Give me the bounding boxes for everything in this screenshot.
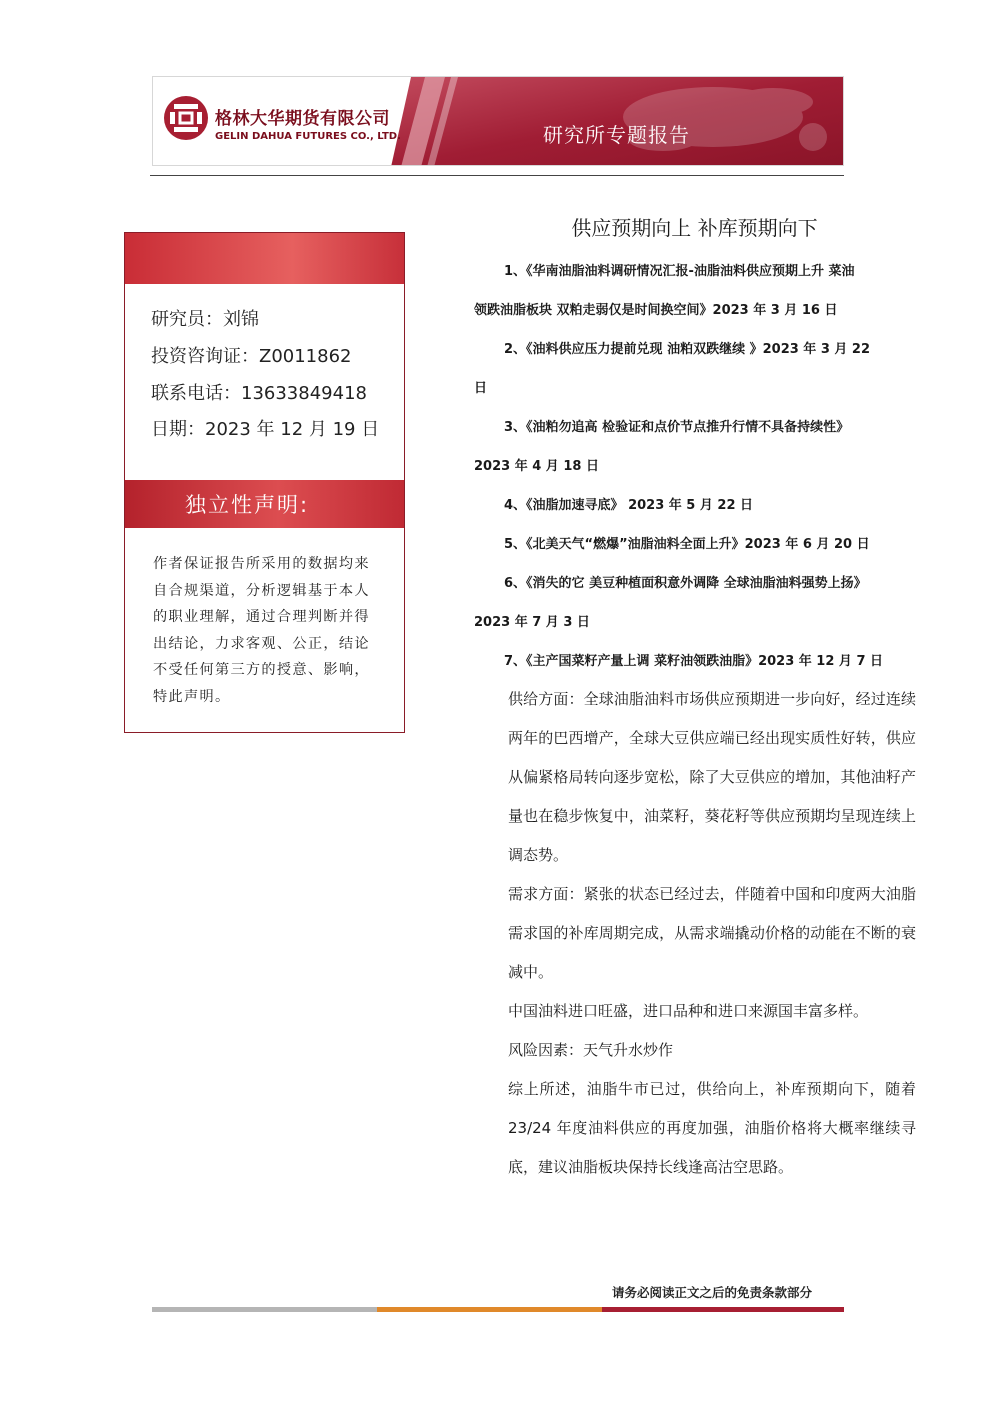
body-paragraph	[474, 992, 916, 1031]
license-number: 投资咨询证：Z0011862	[151, 346, 352, 367]
footer-disclaimer: 请务必阅读正文之后的免责条款部分	[612, 1285, 813, 1300]
declaration-title: 独立性声明:	[185, 493, 310, 517]
body-paragraph	[474, 1070, 916, 1187]
reference-item	[474, 564, 916, 642]
reference-item	[474, 486, 916, 525]
report-title: 供应预期向上 补库预期向下	[571, 216, 818, 240]
reference-line: 领跌油脂板块 双粕走弱仅是时间换空间》2023 年 3 月 16 日	[474, 303, 838, 318]
researcher-name: 研究员：刘锦	[151, 309, 259, 330]
reference-line: 4、《油脂加速寻底》 2023 年 5 月 22 日	[504, 498, 754, 513]
reference-line: 1、《华南油脂油料调研情况汇报-油脂油料供应预期上升 菜油	[504, 264, 855, 279]
reference-line: 7、《主产国菜籽产量上调 菜籽油领跌油脂》2023 年 12 月 7 日	[504, 654, 884, 669]
author-sidebar	[124, 232, 405, 733]
reference-line: 6、《消失的它 美豆种植面积意外调降 全球油脂油料强势上扬》	[504, 576, 867, 591]
reference-line: 2、《油料供应压力提前兑现 油粕双跌继续 》2023 年 3 月 22	[504, 342, 871, 357]
paragraph-text: 风险因素：天气升水炒作	[508, 1041, 674, 1059]
sidebar-top-band	[125, 233, 404, 284]
header-divider	[150, 175, 844, 176]
paragraph-text: 供给方面：全球油脂油料市场供应预期进一步向好，经过连续两年的巴西增产，全球大豆供应端已经出现实质性好转，供应从偏紧格局转向逐步宽松，除了大豆供应的增加，其他油籽产量也在稳步恢复中，油菜籽，葵花籽等供应预期均呈现连续上调态势。	[508, 690, 916, 864]
paragraph-text: 需求方面：紧张的状态已经过去，伴随着中国和印度两大油脂需求国的补库周期完成，从需求端撬动价格的动能在不断的衰减中。	[508, 885, 916, 981]
declaration-text: 作者保证报告所采用的数据均来自合规渠道，分析逻辑基于本人的职业理解，通过合理判断并得出结论，力求客观、公正，结论不受任何第三方的授意、影响，特此声明。	[153, 556, 370, 705]
body-paragraph	[474, 875, 916, 992]
reference-item	[474, 408, 916, 486]
company-logo-icon	[163, 95, 209, 141]
body-paragraph	[474, 680, 916, 875]
reference-item	[474, 252, 916, 330]
report-date: 日期：2023 年 12 月 19 日	[151, 419, 380, 440]
company-name-cn: 格林大华期货有限公司	[215, 109, 390, 129]
reference-line: 2023 年 4 月 18 日	[474, 459, 599, 474]
paragraph-text: 综上所述，油脂牛市已过，供给向上，补库预期向下，随着 23/24 年度油料供应的再度加强，油脂价格将大概率继续寻底，建议油脂板块保持长线逢高沽空思路。	[508, 1080, 916, 1176]
footer-color-bar	[152, 1306, 844, 1313]
reference-line: 3、《油粕勿追高 检验证和点价节点推升行情不具备持续性》	[504, 420, 850, 435]
reference-item	[474, 525, 916, 564]
reference-line: 2023 年 7 月 3 日	[474, 615, 590, 630]
contact-phone: 联系电话：13633849418	[151, 383, 367, 404]
reference-line: 5、《北美天气“燃爆”油脂油料全面上升》2023 年 6 月 20 日	[504, 537, 870, 552]
report-type-label: 研究所专题报告	[543, 123, 690, 147]
reference-item	[474, 642, 916, 681]
body-paragraph	[474, 1031, 916, 1070]
header-banner	[152, 76, 844, 166]
paragraph-text: 中国油料进口旺盛，进口品种和进口来源国丰富多样。	[508, 1002, 869, 1020]
reference-line: 日	[474, 381, 488, 396]
reference-item	[474, 330, 916, 408]
company-name-en: GELIN DAHUA FUTURES CO., LTD.	[215, 131, 401, 142]
